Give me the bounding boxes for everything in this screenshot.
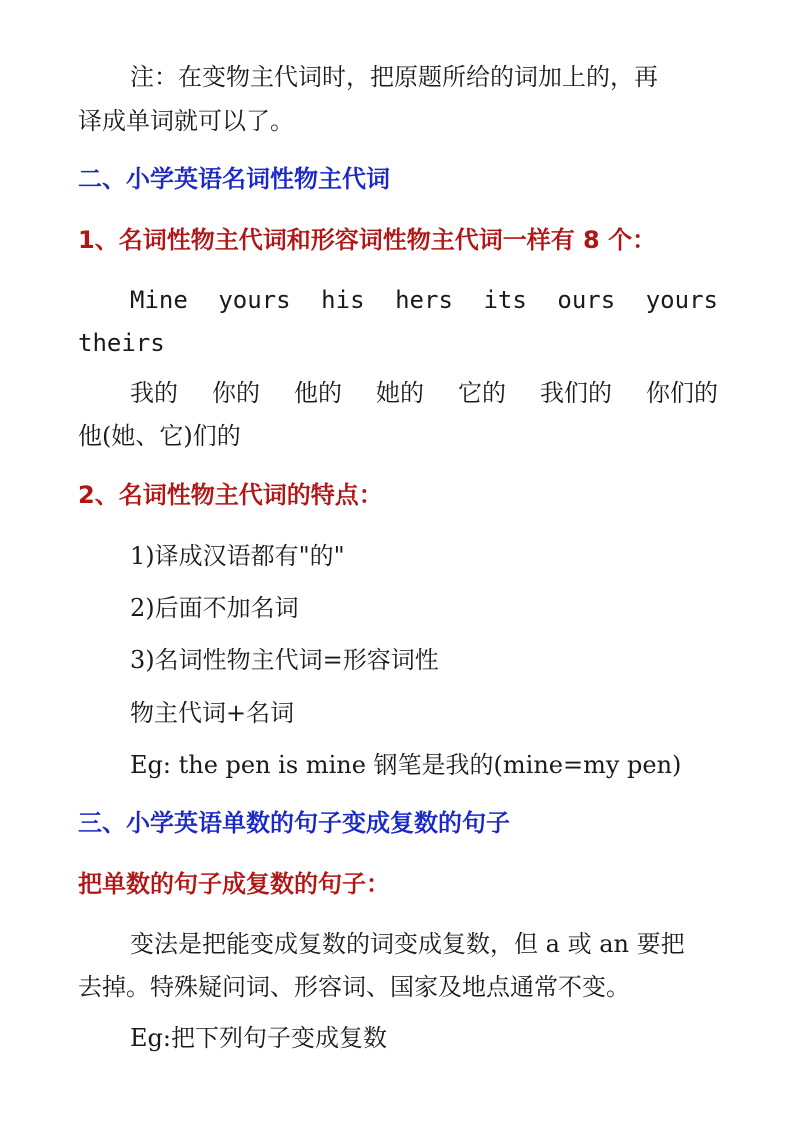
pronoun-word: yours: [218, 286, 291, 314]
pronoun-word: its: [483, 286, 527, 314]
pronoun-word: yours: [645, 286, 718, 314]
pronoun-word: his: [321, 286, 365, 314]
rule-paragraph-line-2: 去掉。特殊疑问词、形容词、国家及地点通常不变。: [78, 973, 630, 1001]
pronoun-translation: 你们的: [646, 379, 718, 407]
pronoun-translation: 他的: [294, 379, 342, 407]
english-pronoun-list: [130, 285, 718, 315]
pronoun-word: Mine: [130, 286, 188, 314]
rule-paragraph-line-1: 变法是把能变成复数的词变成复数，但 a 或 an 要把: [130, 930, 685, 958]
feature-item-2: 2)后面不加名词: [130, 594, 299, 622]
feature-item-1: 1)译成汉语都有"的": [130, 542, 345, 570]
pronoun-translation: 它的: [458, 379, 506, 407]
feature-item-3-continued: 物主代词+名词: [130, 699, 295, 727]
section-3-title: 三、小学英语单数的句子变成复数的句子: [78, 809, 510, 837]
pronoun-translation: 我们的: [540, 379, 612, 407]
chinese-pronoun-list: [130, 378, 718, 408]
english-pronoun-tail: theirs: [78, 329, 165, 357]
note-line-1: 注：在变物主代词时，把原题所给的词加上的，再: [130, 63, 658, 91]
subsection-2-heading: 2、名词性物主代词的特点：: [78, 481, 383, 509]
section-2-title: 二、小学英语名词性物主代词: [78, 165, 390, 193]
pronoun-translation: 你的: [212, 379, 260, 407]
subsection-1-heading: 1、名词性物主代词和形容词性物主代词一样有 8 个：: [78, 226, 657, 254]
pronoun-word: ours: [557, 286, 616, 314]
pronoun-translation: 她的: [376, 379, 424, 407]
pronoun-translation: 我的: [130, 379, 178, 407]
exercise-prompt: Eg:把下列句子变成复数: [130, 1024, 387, 1052]
note-line-2: 译成单词就可以了。: [78, 107, 294, 135]
feature-item-3: 3)名词性物主代词=形容词性: [130, 646, 439, 674]
section-3-heading: 把单数的句子成复数的句子：: [78, 870, 390, 898]
pronoun-word: hers: [395, 286, 453, 314]
chinese-pronoun-tail: 他(她、它)们的: [78, 422, 241, 450]
example-sentence: Eg: the pen is mine 钢笔是我的(mine=my pen): [130, 751, 682, 779]
